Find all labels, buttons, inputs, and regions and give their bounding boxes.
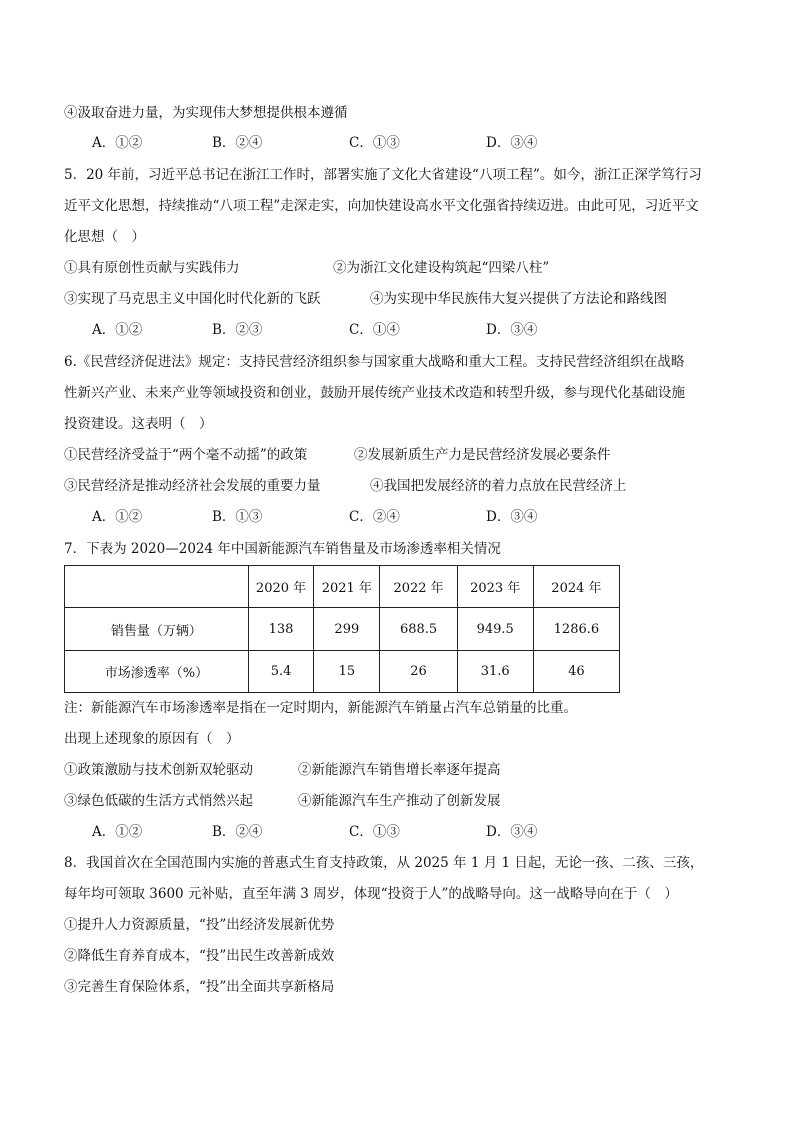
q5-option-4: ④为实现中华民族伟大复兴提供了方法论和路线图 bbox=[370, 291, 667, 307]
q8-stem-line-2: 每年均可领取 3600 元补贴，直至年满 3 周岁，体现“投资于人”的战略导向。这一战略导向在于（ ） bbox=[64, 886, 678, 902]
q4-choice-d: D．③④ bbox=[486, 135, 538, 151]
q6-stem-line-3: 投资建设。这表明（ ） bbox=[64, 416, 213, 432]
q5-choice-c: C．①④ bbox=[349, 322, 400, 338]
q5-choice-b: B．②③ bbox=[212, 322, 263, 338]
table-header-cell: 2022 年 bbox=[380, 566, 457, 608]
table-header-cell: 2020 年 bbox=[248, 566, 313, 608]
table-cell: 15 bbox=[314, 651, 380, 693]
q6-choice-d: D．③④ bbox=[486, 509, 538, 525]
q8-option-1: ①提升人力资源质量，“投”出经济发展新优势 bbox=[64, 917, 335, 933]
table-header-cell: 2024 年 bbox=[533, 566, 619, 608]
table-cell: 5.4 bbox=[248, 651, 313, 693]
table-cell: 138 bbox=[248, 608, 313, 651]
q7-choice-b: B．②④ bbox=[212, 824, 263, 840]
q5-option-2: ②为浙江文化建设构筑起“四梁八柱” bbox=[333, 260, 550, 276]
q4-choice-a: A．①② bbox=[92, 135, 143, 151]
table-cell: 1286.6 bbox=[533, 608, 619, 651]
q7-option-2: ②新能源汽车销售增长率逐年提高 bbox=[298, 762, 501, 778]
q7-choice-a: A．①② bbox=[92, 824, 143, 840]
q6-stem-line-1: 6.《民营经济促进法》规定：支持民营经济组织参与国家重大战略和重大工程。支持民营经济组织在战略 bbox=[64, 354, 685, 370]
q8-option-2: ②降低生育养育成本，“投”出民生改善新成效 bbox=[64, 948, 335, 964]
table-header-cell: 2023 年 bbox=[457, 566, 533, 608]
q5-option-3: ③实现了马克思主义中国化时代化新的飞跃 bbox=[64, 291, 321, 307]
table-cell: 949.5 bbox=[457, 608, 533, 651]
table-header-cell: 2021 年 bbox=[314, 566, 380, 608]
q5-choice-a: A．①② bbox=[92, 322, 143, 338]
q5-stem-line-3: 化思想（ ） bbox=[64, 229, 145, 245]
q6-option-3: ③民营经济是推动经济社会发展的重要力量 bbox=[64, 478, 321, 494]
table-row bbox=[65, 651, 620, 693]
q7-option-3: ③绿色低碳的生活方式悄然兴起 bbox=[64, 793, 253, 809]
q7-note: 注：新能源汽车市场渗透率是指在一定时期内，新能源汽车销量占汽车总销量的比重。 bbox=[64, 700, 577, 716]
q7-stem-line-2: 出现上述现象的原因有（ ） bbox=[64, 731, 240, 747]
table-cell: 688.5 bbox=[380, 608, 457, 651]
q6-stem-line-2: 性新兴产业、未来产业等领域投资和创业，鼓励开展传统产业技术改造和转型升级，参与现代化基础设施 bbox=[64, 385, 685, 401]
q4-choices bbox=[92, 133, 652, 153]
table-cell: 299 bbox=[314, 608, 380, 651]
q6-option-1: ①民营经济受益于“两个毫不动摇”的政策 bbox=[64, 447, 308, 463]
q6-option-2: ②发展新质生产力是民营经济发展必要条件 bbox=[354, 447, 611, 463]
q7-stem-line-1: 7．下表为 2020—2024 年中国新能源汽车销售量及市场渗透率相关情况 bbox=[64, 541, 501, 557]
table-header-row bbox=[65, 566, 620, 608]
ev-sales-table bbox=[64, 565, 620, 693]
table-row bbox=[65, 608, 620, 651]
q5-option-1: ①具有原创性贡献与实践伟力 bbox=[64, 260, 240, 276]
q4-choice-b: B．②④ bbox=[212, 135, 263, 151]
q6-option-4: ④我国把发展经济的着力点放在民营经济上 bbox=[370, 478, 627, 494]
table-cell: 46 bbox=[533, 651, 619, 693]
q4-option-4: ④汲取奋进力量，为实现伟大梦想提供根本遵循 bbox=[64, 105, 348, 121]
q8-stem-line-1: 8．我国首次在全国范围内实施的普惠式生育支持政策，从 2025 年 1 月 1 日起，无论一孩、二孩、三孩， bbox=[64, 855, 704, 871]
q5-choice-d: D．③④ bbox=[486, 322, 538, 338]
q5-choices bbox=[92, 320, 652, 340]
table-cell: 31.6 bbox=[457, 651, 533, 693]
q7-choices bbox=[92, 822, 652, 842]
table-cell: 销售量（万辆） bbox=[65, 608, 249, 651]
table-header-cell bbox=[65, 566, 249, 608]
table-cell: 26 bbox=[380, 651, 457, 693]
q5-stem-line-2: 近平文化思想，持续推动“八项工程”走深走实，向加快建设高水平文化强省持续迈进。由此可见，习近平文 bbox=[64, 198, 699, 214]
q7-choice-d: D．③④ bbox=[486, 824, 538, 840]
q6-choice-a: A．①② bbox=[92, 509, 143, 525]
q6-choice-b: B．①③ bbox=[212, 509, 263, 525]
q6-choice-c: C．②④ bbox=[349, 509, 400, 525]
q7-choice-c: C．①③ bbox=[349, 824, 400, 840]
table-cell: 市场渗透率（%） bbox=[65, 651, 249, 693]
q4-choice-c: C．①③ bbox=[349, 135, 400, 151]
q7-option-1: ①政策激励与技术创新双轮驱动 bbox=[64, 762, 253, 778]
q7-option-4: ④新能源汽车生产推动了创新发展 bbox=[298, 793, 501, 809]
q5-stem-line-1: 5．20 年前，习近平总书记在浙江工作时，部署实施了文化大省建设“八项工程”。如今，浙江正深学笃行习 bbox=[64, 167, 702, 183]
q6-choices bbox=[92, 507, 652, 527]
q8-option-3: ③完善生育保险体系，“投”出全面共享新格局 bbox=[64, 979, 335, 995]
